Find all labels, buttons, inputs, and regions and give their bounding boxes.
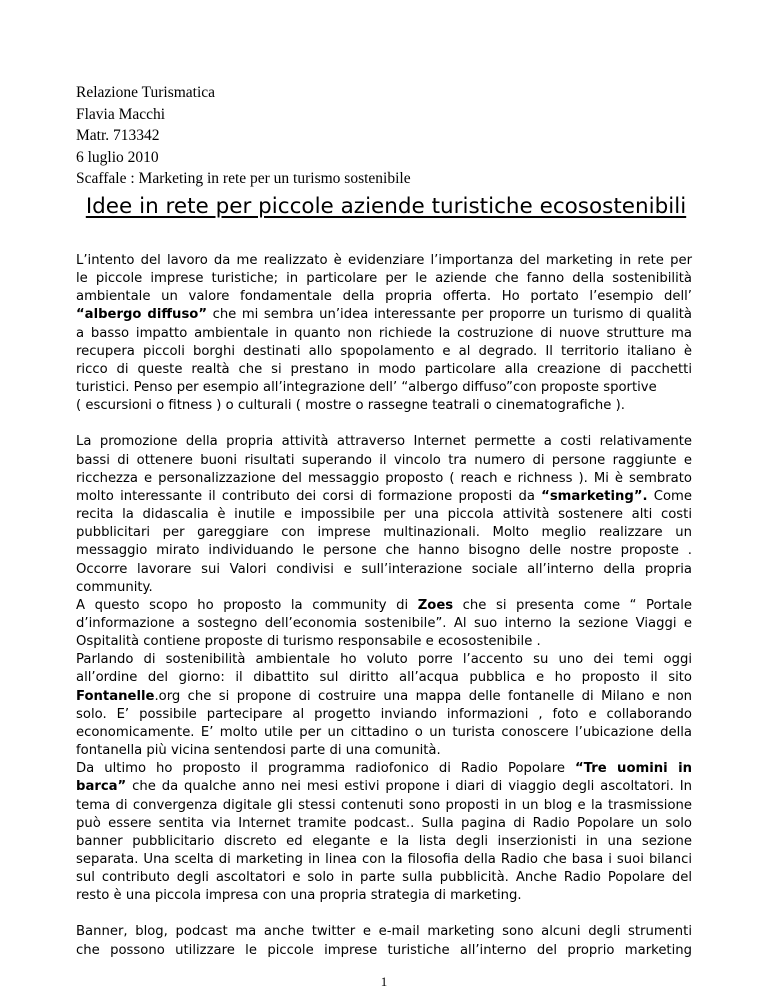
text-line: bassi di ottenere buoni risultati superando il vincolo tra numero di persone raggiunte e — [76, 452, 692, 468]
text-line: recupera piccoli borghi destinati allo spopolamento e al degrado. Il territorio italiano è — [76, 343, 692, 359]
text-line: a basso impatto ambientale in quanto non richiede la costruzione di nuove strutture ma — [76, 325, 692, 341]
document-title: Idee in rete per piccole aziende turistiche ecosostenibili — [85, 194, 687, 219]
text-line: solo. E’ possibile partecipare al progetto inviando informazioni , foto e collaborando — [76, 706, 692, 722]
text-run: Da ultimo ho proposto il programma radiofonico di Radio Popolare — [76, 761, 575, 777]
text-run: molto interessante il contributo dei corsi di formazione proposti da — [76, 488, 542, 504]
text-line: può essere sentita via Internet tramite podcast.. Sulla pagina di Radio Popolare un solo — [76, 815, 692, 831]
text-line: economicamente. E’ molto utile per un cittadino o un turista conoscere l’ubicazione della — [76, 724, 692, 740]
text-line: Banner, blog, podcast ma anche twitter e e-mail marketing sono alcuni degli strumenti — [76, 924, 692, 940]
header-student-id: Matr. 713342 — [76, 127, 160, 144]
text-line — [76, 488, 692, 506]
text-line: L’intento del lavoro da me realizzato è evidenziare l’importanza del marketing in rete per — [76, 253, 692, 268]
text-line: community. — [76, 579, 153, 595]
text-run: che da qualche anno nei mesi estivi propone i diari di viaggio degli ascoltatori. In — [126, 779, 692, 795]
text-run: .org che si propone di costruire una mappa delle fontanelle di Milano e non — [154, 688, 692, 704]
text-line — [76, 306, 692, 324]
bold-term: “smarketing”. — [541, 488, 648, 504]
header-shelf: Scaffale : Marketing in rete per un turismo sostenibile — [76, 170, 411, 187]
text-line — [76, 760, 692, 778]
document-header — [76, 82, 696, 190]
text-line: turistici. Penso per esempio all’integrazione dell’ “albergo diffuso”con proposte sportive — [76, 380, 657, 396]
text-line: messaggio mirato individuando le persone che hanno bisogno delle nostre proposte . — [76, 543, 692, 559]
paragraph-intro — [76, 252, 692, 415]
text-line: sul contributo degli ascoltatori e solo in parte sulla pubblicità. Anche Radio Popolare del — [76, 870, 692, 886]
bold-term: barca” — [76, 779, 127, 795]
text-line: le piccole imprese turistiche; in particolare per le aziende che fanno della sostenibilità — [76, 271, 692, 287]
bold-term: “albergo diffuso” — [76, 307, 208, 323]
text-line: banner pubblicitario discreto ed elegante e la lista degli inserzionisti in una sezione — [76, 833, 692, 849]
paragraph-tools — [76, 923, 692, 959]
header-date: 6 luglio 2010 — [76, 148, 159, 166]
document-body — [76, 252, 692, 960]
text-line: pubblicitari per gareggiare con imprese multinazionali. Molto meglio realizzare un — [76, 525, 692, 541]
text-run: Come — [647, 488, 693, 504]
bold-term: “Tre uomini in — [574, 761, 693, 777]
text-line: separata. Una scelta di marketing in linea con la filosofia della Radio che basa i suoi bilanci — [76, 852, 692, 867]
text-line: resto è una piccola impresa con una propria strategia di marketing. — [76, 888, 522, 904]
text-run: che si presenta come “ Portale — [453, 597, 692, 613]
text-line: ricchezza e personalizzazione del messaggio proposto ( reach e richness ). Mi è sembrato — [76, 470, 692, 486]
text-line: ricco di queste realtà che si prestano in modo particolare alla creazione di pacchetti — [76, 361, 692, 377]
paragraph-internet-promotion — [76, 433, 692, 905]
text-line: recita la didascalia è inutile e impossibile per una piccola attività sostenere alti costi — [76, 507, 692, 523]
text-run: che mi sembra un’idea interessante per proporre un turismo di qualità — [207, 307, 692, 323]
text-line: tema di convergenza digitale gli stessi contenuti sono proposti in un blog e la trasmissione — [76, 797, 692, 813]
page-number: 1 — [380, 974, 388, 989]
text-line: all’ordine del giorno: il dibattito sul diritto all’acqua pubblica e ho proposto il sito — [76, 670, 692, 686]
text-line: d’informazione a sostegno dell’economia sostenibile”. Al suo interno la sezione Viaggi e — [76, 615, 692, 631]
text-line: Parlando di sostenibilità ambientale ho voluto porre l’accento su uno dei temi oggi — [76, 652, 692, 668]
text-line: che possono utilizzare le piccole imprese turistiche all’interno del proprio marketing — [76, 942, 692, 958]
text-line: Occorre lavorare sui Valori condivisi e sull’interazione sociale all’interno della propria — [76, 561, 692, 577]
text-line: Ospitalità contiene proposte di turismo responsabile e ecosostenibile . — [76, 634, 541, 650]
text-line — [76, 597, 692, 615]
bold-term: Zoes — [417, 597, 454, 613]
text-line — [76, 688, 692, 706]
header-report-title: Relazione Turismatica — [76, 84, 216, 101]
header-author: Flavia Macchi — [76, 105, 166, 123]
text-line: ( escursioni o fitness ) o culturali ( mostre o rassegne teatrali o cinematografiche ). — [76, 398, 625, 414]
bold-term: Fontanelle — [76, 688, 155, 704]
text-line: La promozione della propria attività attraverso Internet permette a costi relativamente — [76, 434, 692, 450]
text-line: ambientale un valore fondamentale della propria offerta. Ho portato l’esempio dell’ — [76, 289, 692, 305]
text-line — [76, 778, 692, 796]
text-line: fontanella più vicina sentendosi parte di una comunità. — [76, 743, 441, 759]
text-run: A questo scopo ho proposto la community di — [76, 597, 418, 613]
